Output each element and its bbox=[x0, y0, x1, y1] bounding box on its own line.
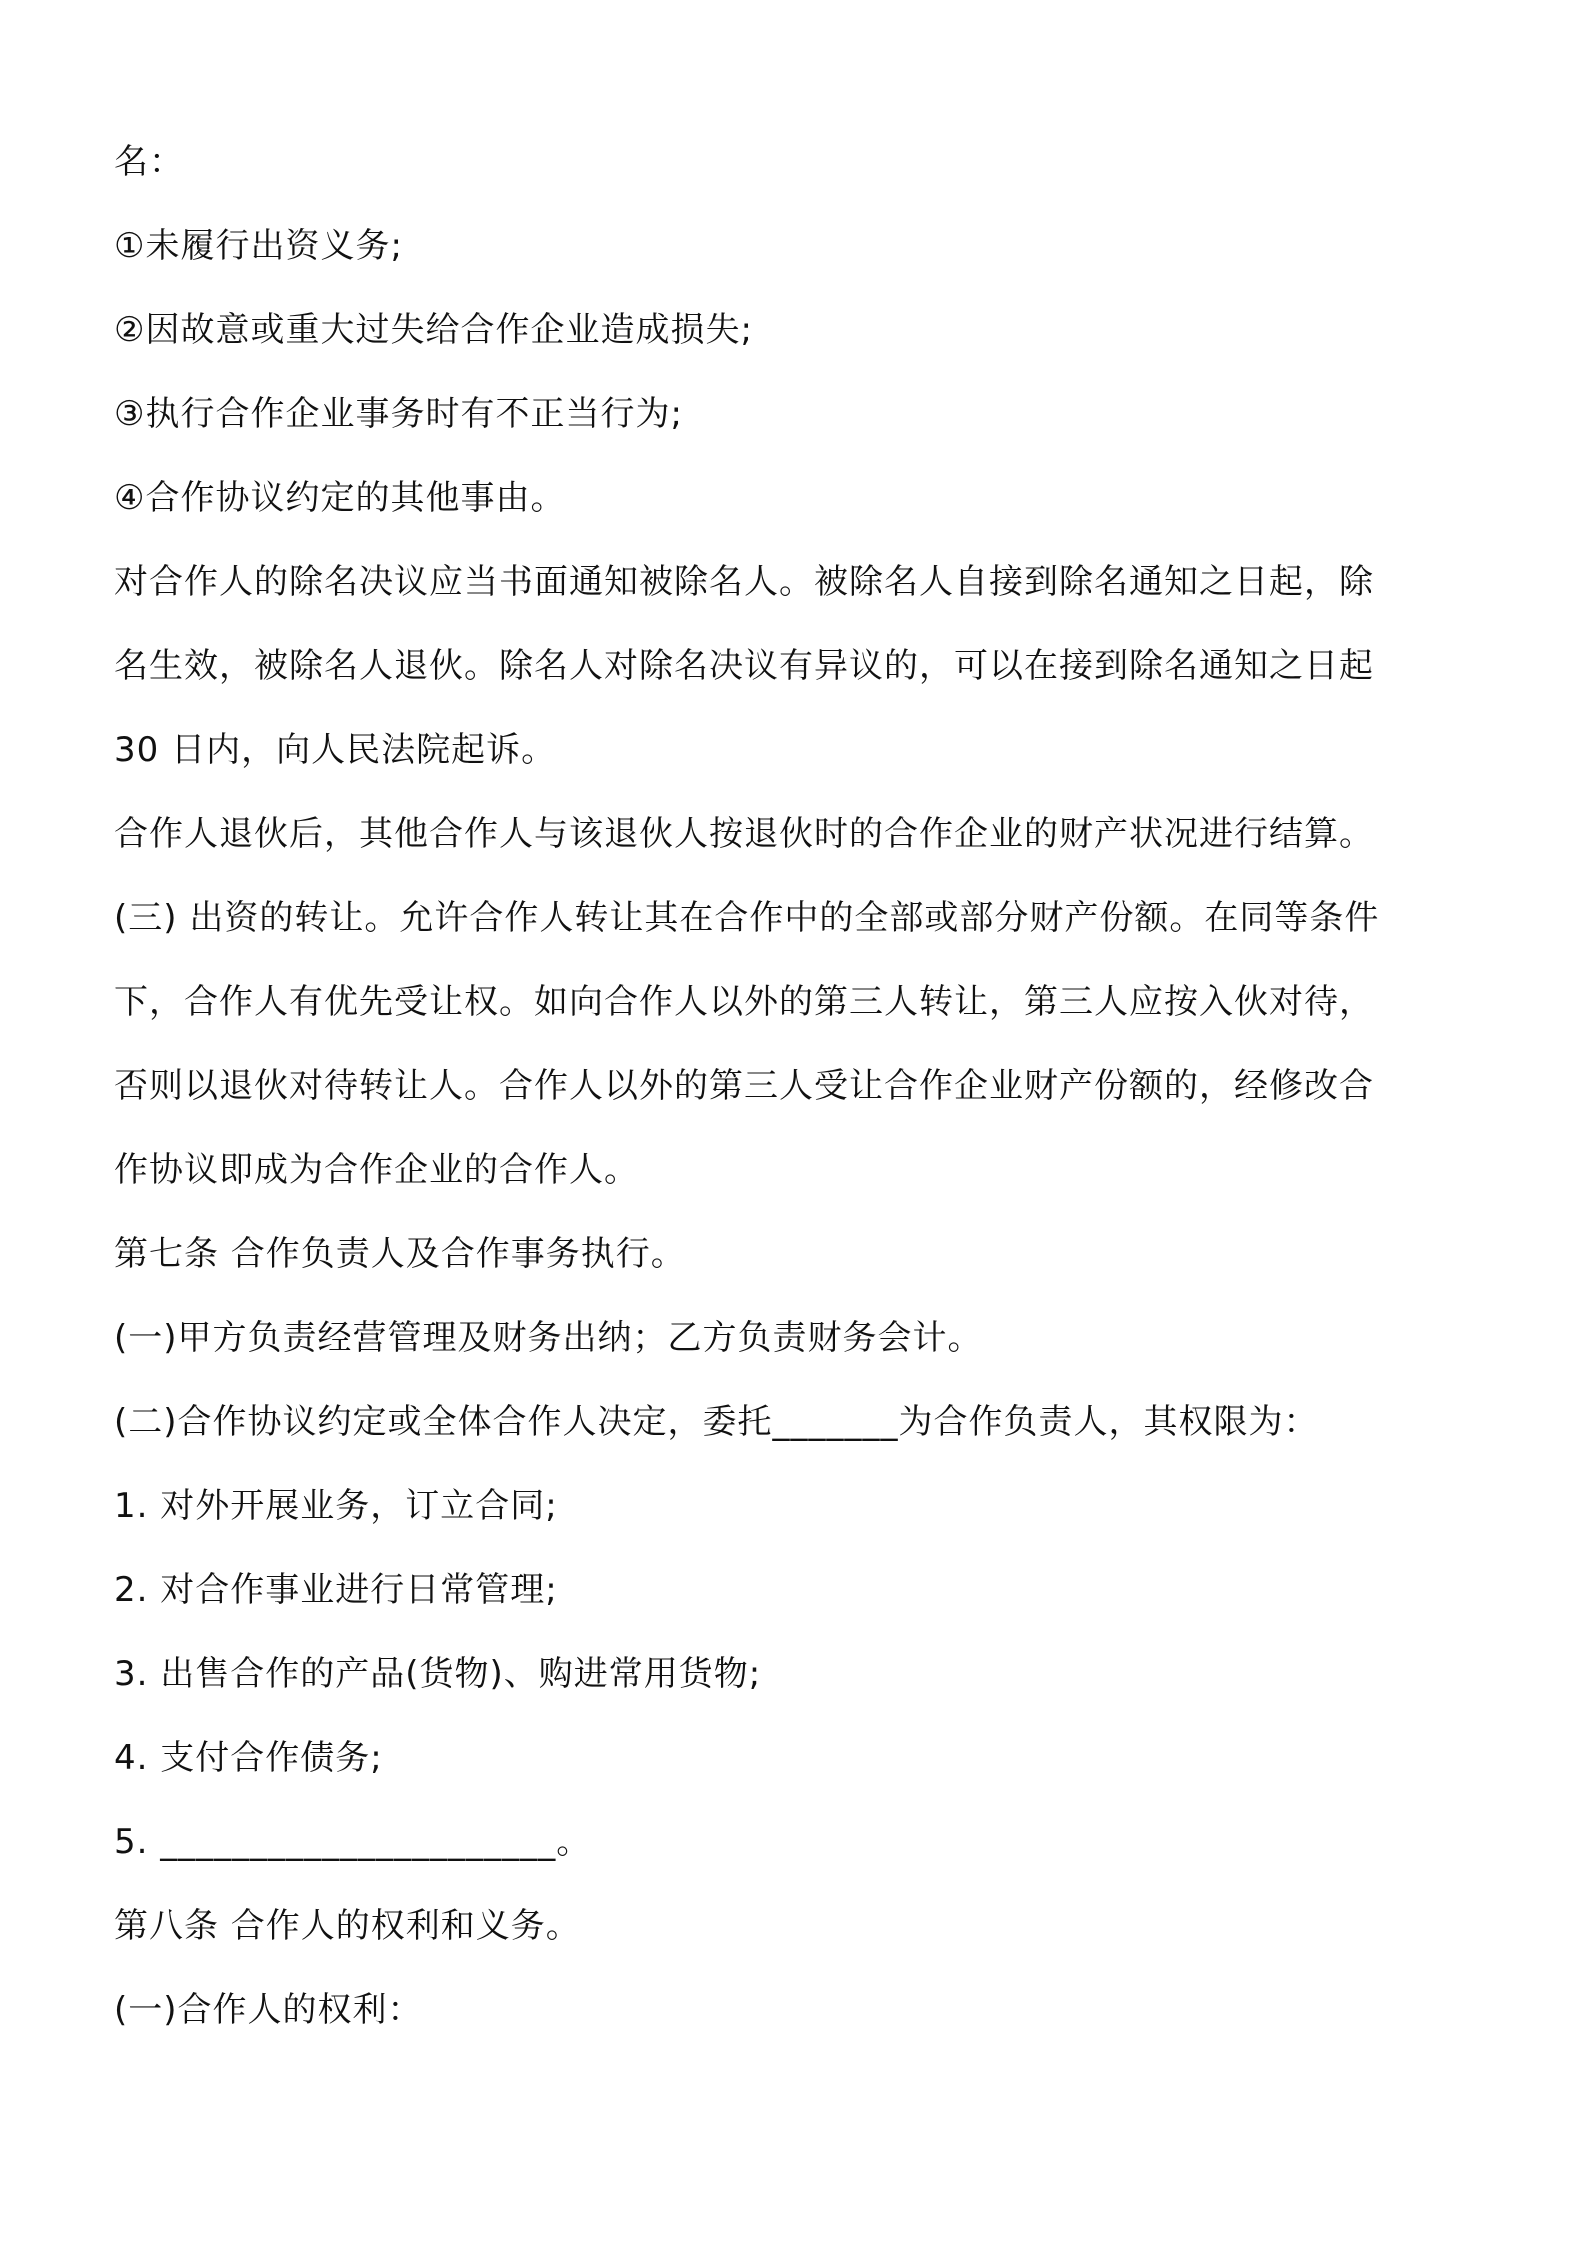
list-item-4: ④合作协议约定的其他事由。 bbox=[114, 478, 566, 518]
list-item-1: ①未履行出资义务; bbox=[114, 226, 403, 266]
paragraph-line: 合作人退伙后，其他合作人与该退伙人按退伙时的合作企业的财产状况进行结算。 bbox=[114, 814, 1374, 854]
paragraph-line: (三) 出资的转让。允许合作人转让其在合作中的全部或部分财产份额。在同等条件 bbox=[114, 898, 1380, 938]
article-heading: 第八条 合作人的权利和义务。 bbox=[114, 1906, 581, 1946]
list-item-2: ②因故意或重大过失给合作企业造成损失; bbox=[114, 310, 753, 350]
paragraph-line: 对合作人的除名决议应当书面通知被除名人。被除名人自接到除名通知之日起，除 bbox=[114, 562, 1374, 602]
paragraph-line: (一)合作人的权利： bbox=[114, 1990, 423, 2030]
list-item-3: ③执行合作企业事务时有不正当行为; bbox=[114, 394, 683, 434]
paragraph-line: (一)甲方负责经营管理及财务出纳；乙方负责财务会计。 bbox=[114, 1318, 983, 1358]
numbered-item: 5. ______________________。 bbox=[114, 1822, 592, 1862]
text-line: 名： bbox=[114, 142, 184, 182]
paragraph-line: 名生效，被除名人退伙。除名人对除名决议有异议的，可以在接到除名通知之日起 bbox=[114, 646, 1374, 686]
article-heading: 第七条 合作负责人及合作事务执行。 bbox=[114, 1234, 686, 1274]
paragraph-line: 30 日内，向人民法院起诉。 bbox=[114, 730, 557, 770]
paragraph-line: 下，合作人有优先受让权。如向合作人以外的第三人转让，第三人应按入伙对待， bbox=[114, 982, 1374, 1022]
paragraph-line: (二)合作协议约定或全体合作人决定，委托_______为合作负责人，其权限为： bbox=[114, 1402, 1319, 1442]
paragraph-line: 作协议即成为合作企业的合作人。 bbox=[114, 1150, 639, 1190]
numbered-item: 1. 对外开展业务，订立合同; bbox=[114, 1486, 558, 1526]
paragraph-line: 否则以退伙对待转让人。合作人以外的第三人受让合作企业财产份额的，经修改合 bbox=[114, 1066, 1374, 1106]
numbered-item: 2. 对合作事业进行日常管理; bbox=[114, 1570, 558, 1610]
document-body bbox=[114, 120, 1484, 2052]
numbered-item: 4. 支付合作债务; bbox=[114, 1738, 383, 1778]
numbered-item: 3. 出售合作的产品(货物)、购进常用货物; bbox=[114, 1654, 762, 1694]
